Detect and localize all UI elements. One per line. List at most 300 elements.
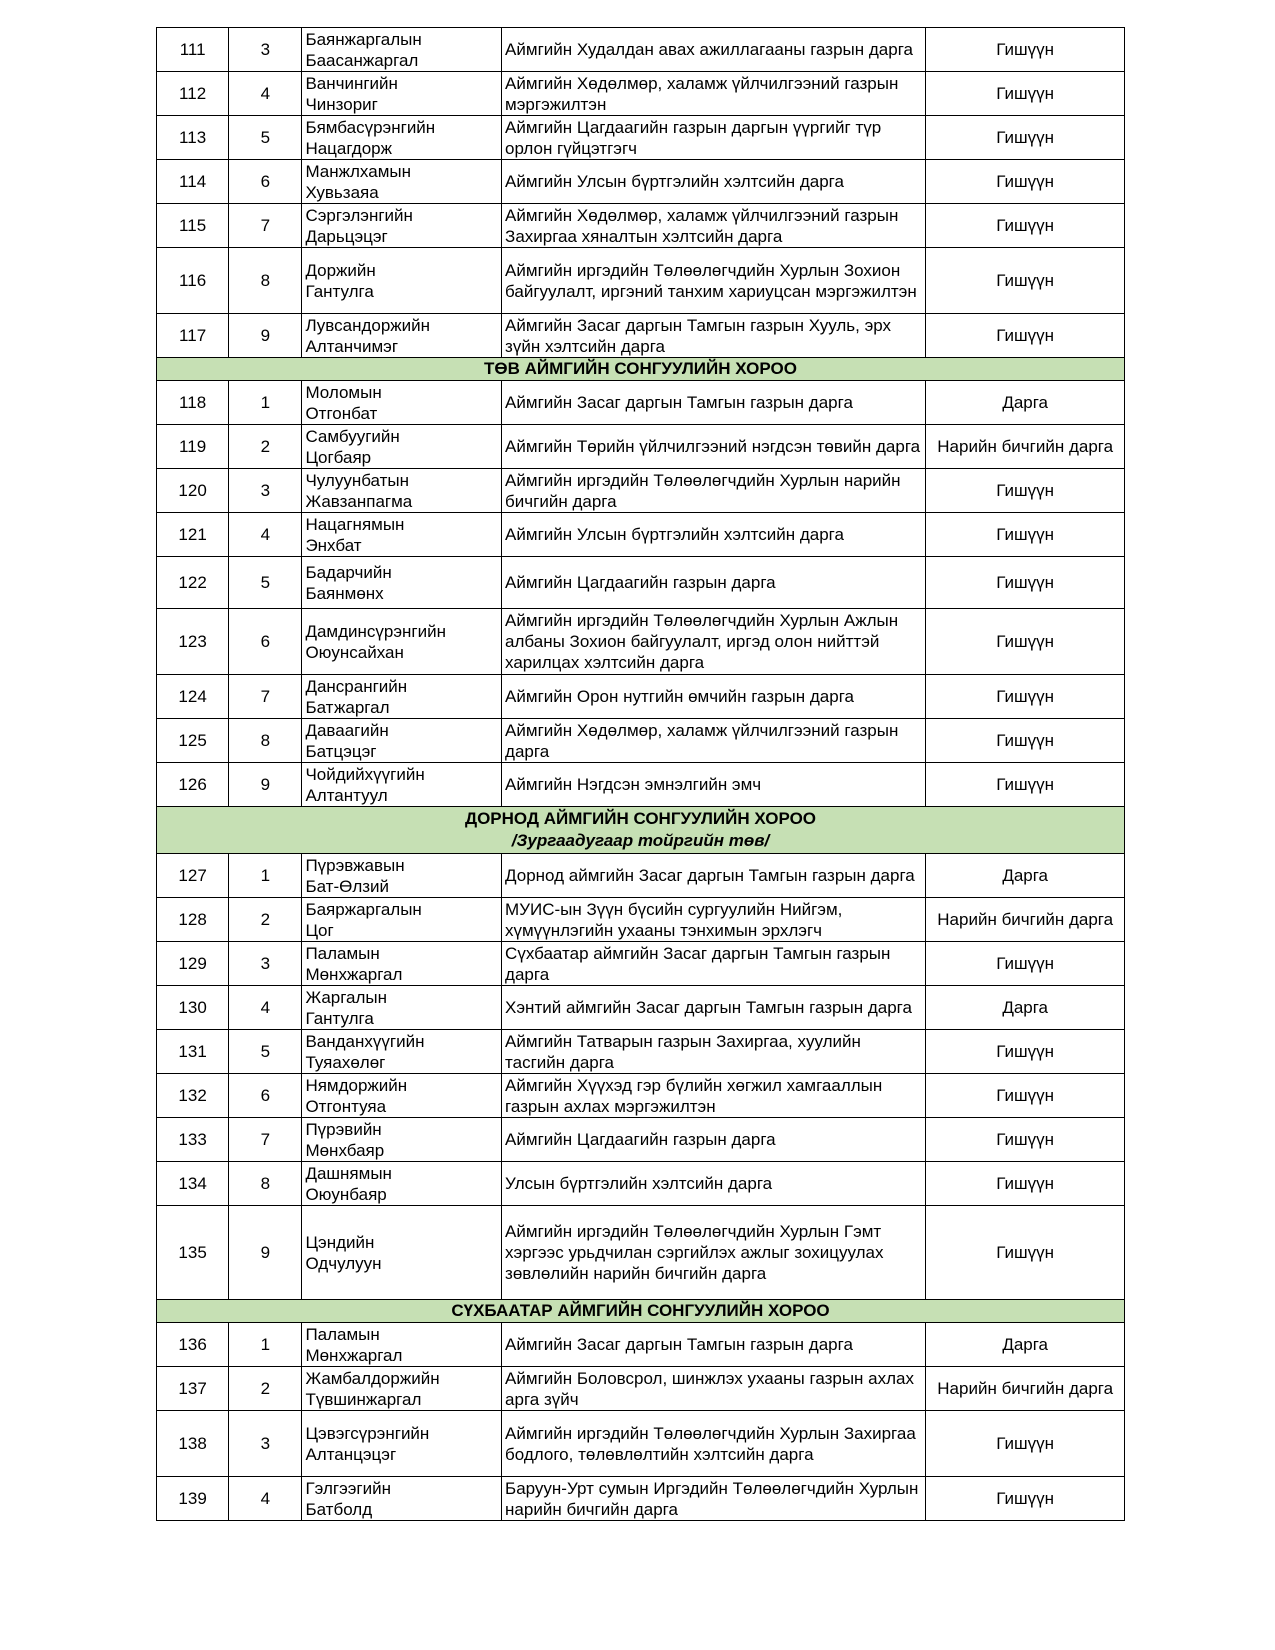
sub-number-text: 1 bbox=[260, 393, 271, 412]
row-number-text: 113 bbox=[179, 128, 207, 147]
position-text: Аймгийн иргэдийн Төлөөлөгчдийн Хурлын нарийн бичгийн дарга bbox=[505, 470, 901, 511]
position-text: Аймгийн Хөдөлмөр, халамж үйлчилгээний газрын дарга bbox=[505, 720, 899, 761]
given-name: Отгонтуяа bbox=[305, 1096, 387, 1116]
committee-role bbox=[926, 28, 1125, 72]
patronymic: Лувсандоржийн bbox=[305, 315, 431, 335]
row-number-text: 138 bbox=[178, 1434, 207, 1453]
member-name bbox=[302, 763, 502, 807]
patronymic: Пүрэвжавын bbox=[305, 855, 405, 875]
member-name bbox=[302, 854, 502, 898]
row-number bbox=[157, 425, 229, 469]
section-title: ДОРНОД АЙМГИЙН СОНГУУЛИЙН ХОРОО bbox=[464, 809, 817, 828]
role-text: Гишүүн bbox=[996, 954, 1055, 973]
member-name bbox=[302, 248, 502, 314]
given-name: Жавзанпагма bbox=[305, 491, 413, 511]
section-header bbox=[157, 807, 1125, 854]
table-row bbox=[157, 28, 1125, 72]
sub-number bbox=[229, 1030, 302, 1074]
position-text: Аймгийн Засаг даргын Тамгын газрын дарга bbox=[505, 1335, 853, 1354]
committee-role bbox=[926, 469, 1125, 513]
role-text: Гишүүн bbox=[996, 632, 1055, 651]
table-row bbox=[157, 898, 1125, 942]
member-name bbox=[302, 609, 502, 675]
sub-number bbox=[229, 1206, 302, 1300]
patronymic: Ванчингийн bbox=[305, 73, 398, 93]
given-name: Бат-Өлзий bbox=[305, 876, 390, 896]
patronymic: Жаргалын bbox=[305, 987, 388, 1007]
member-name bbox=[302, 1411, 502, 1477]
position-text: Аймгийн иргэдийн Төлөөлөгчдийн Хурлын Зохион байгуулалт, иргэний танхим хариуцсан мэргэжилтэн bbox=[505, 260, 917, 301]
sub-number-text: 4 bbox=[260, 525, 271, 544]
sub-number-text: 5 bbox=[260, 1042, 271, 1061]
section-title: СҮХБААТАР АЙМГИЙН СОНГУУЛИЙН ХОРОО bbox=[451, 1301, 830, 1320]
table-row bbox=[157, 557, 1125, 609]
row-number bbox=[157, 609, 229, 675]
patronymic: Паламын bbox=[305, 943, 380, 963]
patronymic: Дамдинсүрэнгийн bbox=[305, 621, 446, 641]
row-number bbox=[157, 986, 229, 1030]
sub-number-text: 3 bbox=[260, 954, 271, 973]
row-number-text: 136 bbox=[178, 1335, 207, 1354]
sub-number bbox=[229, 1477, 302, 1521]
row-number bbox=[157, 1411, 229, 1477]
given-name: Баянмөнх bbox=[305, 583, 384, 603]
role-text: Гишүүн bbox=[996, 1086, 1055, 1105]
patronymic: Нацагнямын bbox=[305, 514, 405, 534]
committee-role bbox=[926, 854, 1125, 898]
row-number-text: 112 bbox=[179, 84, 207, 103]
role-text: Гишүүн bbox=[996, 326, 1055, 345]
table-row bbox=[157, 513, 1125, 557]
committee-role bbox=[926, 609, 1125, 675]
member-name bbox=[302, 557, 502, 609]
row-number-text: 139 bbox=[178, 1489, 207, 1508]
position-text: Аймгийн Засаг даргын Тамгын газрын Хууль, эрх зүйн хэлтсийн дарга bbox=[505, 315, 892, 356]
table-row bbox=[157, 381, 1125, 425]
position-text: Аймгийн Төрийн үйлчилгээний нэгдсэн төвийн дарга bbox=[505, 437, 921, 456]
member-name bbox=[302, 942, 502, 986]
position-text: Аймгийн Хөдөлмөр, халамж үйлчилгээний газрын Захиргаа хяналтын хэлтсийн дарга bbox=[505, 205, 899, 246]
committee-role bbox=[926, 763, 1125, 807]
given-name: Цог bbox=[305, 920, 334, 940]
member-name bbox=[302, 425, 502, 469]
member-name bbox=[302, 1477, 502, 1521]
sub-number bbox=[229, 1367, 302, 1411]
section-subtitle: /Зургаадугаар тойргийн төв/ bbox=[511, 831, 770, 850]
position-text: Аймгийн Хөдөлмөр, халамж үйлчилгээний газрын мэргэжилтэн bbox=[505, 73, 899, 114]
row-number bbox=[157, 898, 229, 942]
patronymic: Цэндийн bbox=[305, 1232, 375, 1252]
row-number-text: 119 bbox=[179, 437, 207, 456]
sub-number-text: 4 bbox=[260, 84, 271, 103]
member-name bbox=[302, 1162, 502, 1206]
section-header-row bbox=[157, 807, 1125, 854]
row-number bbox=[157, 942, 229, 986]
position-text: Аймгийн Хүүхэд гэр бүлийн хөгжил хамгааллын газрын ахлах мэргэжилтэн bbox=[505, 1075, 883, 1116]
member-name bbox=[302, 513, 502, 557]
member-name bbox=[302, 381, 502, 425]
committee-role bbox=[926, 314, 1125, 358]
sub-number bbox=[229, 469, 302, 513]
position-text: Аймгийн Улсын бүртгэлийн хэлтсийн дарга bbox=[505, 525, 844, 544]
role-text: Гишүүн bbox=[996, 1042, 1055, 1061]
position-text: Аймгийн Засаг даргын Тамгын газрын дарга bbox=[505, 393, 853, 412]
given-name: Баасанжаргал bbox=[305, 50, 419, 70]
member-name bbox=[302, 160, 502, 204]
committee-role bbox=[926, 116, 1125, 160]
committee-role bbox=[926, 1030, 1125, 1074]
member-position bbox=[502, 381, 926, 425]
committee-role bbox=[926, 1411, 1125, 1477]
row-number bbox=[157, 1323, 229, 1367]
row-number bbox=[157, 557, 229, 609]
position-text: Баруун-Урт сумын Иргэдийн Төлөөлөгчдийн Хурлын нарийн бичгийн дарга bbox=[505, 1478, 919, 1519]
role-text: Гишүүн bbox=[996, 525, 1055, 544]
member-position bbox=[502, 204, 926, 248]
row-number bbox=[157, 381, 229, 425]
committee-role bbox=[926, 1162, 1125, 1206]
patronymic: Моломын bbox=[305, 382, 382, 402]
row-number bbox=[157, 469, 229, 513]
position-text: Улсын бүртгэлийн хэлтсийн дарга bbox=[505, 1174, 773, 1193]
sub-number bbox=[229, 381, 302, 425]
committee-role bbox=[926, 719, 1125, 763]
table-row bbox=[157, 719, 1125, 763]
patronymic: Чулуунбатын bbox=[305, 470, 410, 490]
position-text: Аймгийн Цагдаагийн газрын даргын үүргийг түр орлон гүйцэтгэгч bbox=[505, 117, 882, 158]
committee-role bbox=[926, 675, 1125, 719]
table-row bbox=[157, 314, 1125, 358]
sub-number bbox=[229, 1074, 302, 1118]
row-number-text: 123 bbox=[178, 632, 207, 651]
row-number bbox=[157, 116, 229, 160]
sub-number bbox=[229, 1118, 302, 1162]
committee-role bbox=[926, 425, 1125, 469]
position-text: Аймгийн иргэдийн Төлөөлөгчдийн Хурлын Гэмт хэргээс урьдчилан сэргийлэх ажлыг зохицуулах зөвлөлийн нарийн бичгийн дарга bbox=[505, 1222, 884, 1283]
given-name: Цогбаяр bbox=[305, 447, 372, 467]
position-text: Аймгийн Цагдаагийн газрын дарга bbox=[505, 573, 776, 592]
sub-number-text: 3 bbox=[260, 481, 271, 500]
position-text: Аймгийн Худалдан авах ажиллагааны газрын дарга bbox=[505, 40, 913, 59]
given-name: Алтанчимэг bbox=[305, 336, 399, 356]
given-name: Батжаргал bbox=[305, 697, 390, 717]
row-number-text: 134 bbox=[178, 1174, 207, 1193]
row-number-text: 121 bbox=[178, 525, 207, 544]
row-number bbox=[157, 719, 229, 763]
sub-number bbox=[229, 719, 302, 763]
position-text: Сүхбаатар аймгийн Засаг даргын Тамгын газрын дарга bbox=[505, 943, 891, 984]
row-number-text: 117 bbox=[179, 326, 207, 345]
table-row bbox=[157, 1411, 1125, 1477]
member-position bbox=[502, 425, 926, 469]
patronymic: Даваагийн bbox=[305, 720, 389, 740]
table-row bbox=[157, 1206, 1125, 1300]
member-position bbox=[502, 763, 926, 807]
sub-number bbox=[229, 1323, 302, 1367]
member-name bbox=[302, 1367, 502, 1411]
patronymic: Жамбалдоржийн bbox=[305, 1368, 440, 1388]
section-header-row bbox=[157, 1300, 1125, 1323]
table-row bbox=[157, 1030, 1125, 1074]
section-header-row bbox=[157, 358, 1125, 381]
role-text: Гишүүн bbox=[996, 84, 1055, 103]
position-text: Хэнтий аймгийн Засаг даргын Тамгын газрын дарга bbox=[505, 998, 912, 1017]
table-row bbox=[157, 609, 1125, 675]
table-row bbox=[157, 425, 1125, 469]
committee-role bbox=[926, 248, 1125, 314]
sub-number bbox=[229, 72, 302, 116]
sub-number-text: 5 bbox=[260, 573, 271, 592]
given-name: Батболд bbox=[305, 1499, 373, 1519]
sub-number bbox=[229, 204, 302, 248]
row-number bbox=[157, 28, 229, 72]
position-text: Аймгийн Татварын газрын Захиргаа, хуулийн тасгийн дарга bbox=[505, 1031, 861, 1072]
row-number bbox=[157, 675, 229, 719]
sub-number bbox=[229, 1411, 302, 1477]
roster-body bbox=[157, 28, 1125, 1521]
sub-number bbox=[229, 854, 302, 898]
role-text: Гишүүн bbox=[996, 687, 1055, 706]
patronymic: Бадарчийн bbox=[305, 562, 392, 582]
table-row bbox=[157, 986, 1125, 1030]
section-header bbox=[157, 358, 1125, 381]
member-name bbox=[302, 1118, 502, 1162]
given-name: Энхбат bbox=[305, 535, 362, 555]
sub-number-text: 9 bbox=[260, 775, 271, 794]
row-number-text: 120 bbox=[178, 481, 207, 500]
row-number-text: 132 bbox=[178, 1086, 207, 1105]
row-number-text: 127 bbox=[178, 866, 207, 885]
table-row bbox=[157, 248, 1125, 314]
role-text: Гишүүн bbox=[996, 172, 1055, 191]
given-name: Батцэцэг bbox=[305, 741, 377, 761]
member-position bbox=[502, 28, 926, 72]
position-text: Аймгийн иргэдийн Төлөөлөгчдийн Хурлын Захиргаа бодлого, төлөвлөлтийн хэлтсийн дарга bbox=[505, 1423, 916, 1464]
sub-number-text: 1 bbox=[260, 1335, 271, 1354]
position-text: Аймгийн Нэгдсэн эмнэлгийн эмч bbox=[505, 775, 762, 794]
patronymic: Доржийн bbox=[305, 260, 376, 280]
given-name: Хувьзаяа bbox=[305, 182, 379, 202]
given-name: Одчулуун bbox=[305, 1253, 382, 1273]
committee-role bbox=[926, 381, 1125, 425]
given-name: Мөнхжаргал bbox=[305, 964, 403, 984]
row-number bbox=[157, 513, 229, 557]
patronymic: Самбуугийн bbox=[305, 426, 400, 446]
member-position bbox=[502, 854, 926, 898]
member-name bbox=[302, 1030, 502, 1074]
sub-number-text: 8 bbox=[260, 1174, 271, 1193]
given-name: Мөнхжаргал bbox=[305, 1345, 403, 1365]
sub-number bbox=[229, 557, 302, 609]
member-position bbox=[502, 1074, 926, 1118]
member-position bbox=[502, 1477, 926, 1521]
member-position bbox=[502, 314, 926, 358]
member-name bbox=[302, 986, 502, 1030]
table-row bbox=[157, 942, 1125, 986]
committee-role bbox=[926, 557, 1125, 609]
row-number-text: 124 bbox=[178, 687, 207, 706]
role-text: Гишүүн bbox=[996, 1489, 1055, 1508]
sub-number-text: 6 bbox=[260, 632, 271, 651]
sub-number-text: 5 bbox=[260, 128, 271, 147]
position-text: МУИС-ын Зүүн бүсийн сургуулийн Нийгэм, хүмүүнлэгийн ухааны тэнхимын эрхлэгч bbox=[505, 899, 843, 940]
patronymic: Паламын bbox=[305, 1324, 380, 1344]
sub-number bbox=[229, 160, 302, 204]
given-name: Оюунсайхан bbox=[305, 642, 404, 662]
patronymic: Дансрангийн bbox=[305, 676, 408, 696]
patronymic: Баяржаргалын bbox=[305, 899, 422, 919]
sub-number-text: 8 bbox=[260, 271, 271, 290]
table-row bbox=[157, 1162, 1125, 1206]
table-row bbox=[157, 1118, 1125, 1162]
role-text: Гишүүн bbox=[996, 775, 1055, 794]
sub-number-text: 6 bbox=[260, 172, 271, 191]
patronymic: Цэвэгсүрэнгийн bbox=[305, 1423, 430, 1443]
role-text: Дарга bbox=[1002, 866, 1049, 885]
table-row bbox=[157, 1074, 1125, 1118]
given-name: Отгонбат bbox=[305, 403, 378, 423]
patronymic: Пүрэвийн bbox=[305, 1119, 382, 1139]
row-number-text: 125 bbox=[178, 731, 207, 750]
table-row bbox=[157, 1367, 1125, 1411]
member-position bbox=[502, 986, 926, 1030]
row-number-text: 116 bbox=[179, 271, 207, 290]
sub-number-text: 9 bbox=[260, 326, 271, 345]
row-number-text: 135 bbox=[178, 1243, 207, 1262]
row-number bbox=[157, 72, 229, 116]
member-position bbox=[502, 675, 926, 719]
role-text: Гишүүн bbox=[996, 128, 1055, 147]
row-number-text: 129 bbox=[178, 954, 207, 973]
member-name bbox=[302, 72, 502, 116]
sub-number bbox=[229, 1162, 302, 1206]
member-name bbox=[302, 719, 502, 763]
member-position bbox=[502, 1118, 926, 1162]
role-text: Гишүүн bbox=[996, 731, 1055, 750]
given-name: Дарьцэцэг bbox=[305, 226, 388, 246]
sub-number-text: 1 bbox=[260, 866, 271, 885]
committee-role bbox=[926, 160, 1125, 204]
role-text: Дарга bbox=[1002, 998, 1049, 1017]
member-position bbox=[502, 1411, 926, 1477]
table-row bbox=[157, 854, 1125, 898]
given-name: Гантулга bbox=[305, 1008, 374, 1028]
member-name bbox=[302, 1206, 502, 1300]
committee-role bbox=[926, 942, 1125, 986]
row-number bbox=[157, 1367, 229, 1411]
row-number bbox=[157, 854, 229, 898]
member-position bbox=[502, 557, 926, 609]
member-position bbox=[502, 942, 926, 986]
committee-role bbox=[926, 204, 1125, 248]
row-number-text: 115 bbox=[179, 216, 207, 235]
table-row bbox=[157, 116, 1125, 160]
sub-number bbox=[229, 116, 302, 160]
row-number-text: 111 bbox=[179, 40, 206, 59]
sub-number bbox=[229, 425, 302, 469]
role-text: Дарга bbox=[1002, 393, 1049, 412]
section-header bbox=[157, 1300, 1125, 1323]
role-text: Гишүүн bbox=[996, 481, 1055, 500]
row-number bbox=[157, 1030, 229, 1074]
committee-role bbox=[926, 986, 1125, 1030]
row-number-text: 133 bbox=[178, 1130, 207, 1149]
row-number bbox=[157, 1206, 229, 1300]
table-row bbox=[157, 1323, 1125, 1367]
role-text: Нарийн бичгийн дарга bbox=[937, 910, 1114, 929]
position-text: Аймгийн Улсын бүртгэлийн хэлтсийн дарга bbox=[505, 172, 844, 191]
given-name: Туяахөлөг bbox=[305, 1052, 386, 1072]
row-number-text: 128 bbox=[178, 910, 207, 929]
committee-role bbox=[926, 72, 1125, 116]
member-position bbox=[502, 609, 926, 675]
row-number-text: 126 bbox=[178, 775, 207, 794]
committee-role bbox=[926, 1477, 1125, 1521]
role-text: Гишүүн bbox=[996, 271, 1055, 290]
committee-role bbox=[926, 1323, 1125, 1367]
table-row bbox=[157, 1477, 1125, 1521]
member-name bbox=[302, 314, 502, 358]
committee-role bbox=[926, 1118, 1125, 1162]
sub-number-text: 9 bbox=[260, 1243, 271, 1262]
given-name: Мөнхбаяр bbox=[305, 1140, 385, 1160]
given-name: Нацагдорж bbox=[305, 138, 392, 158]
role-text: Нарийн бичгийн дарга bbox=[937, 1379, 1114, 1398]
patronymic: Сэргэлэнгийн bbox=[305, 205, 413, 225]
member-position bbox=[502, 1323, 926, 1367]
committee-role bbox=[926, 898, 1125, 942]
row-number bbox=[157, 204, 229, 248]
patronymic: Гэлгээгийн bbox=[305, 1478, 391, 1498]
table-row bbox=[157, 204, 1125, 248]
member-name bbox=[302, 116, 502, 160]
committee-roster-table bbox=[156, 27, 1125, 1521]
sub-number bbox=[229, 28, 302, 72]
member-name bbox=[302, 28, 502, 72]
sub-number bbox=[229, 314, 302, 358]
member-position bbox=[502, 160, 926, 204]
sub-number-text: 2 bbox=[260, 1379, 271, 1398]
member-position bbox=[502, 248, 926, 314]
member-position bbox=[502, 116, 926, 160]
row-number-text: 137 bbox=[178, 1379, 207, 1398]
patronymic: Бямбасүрэнгийн bbox=[305, 117, 436, 137]
patronymic: Баянжаргалын bbox=[305, 29, 422, 49]
sub-number bbox=[229, 763, 302, 807]
position-text: Аймгийн Боловсрол, шинжлэх ухааны газрын ахлах арга зүйч bbox=[505, 1368, 914, 1409]
sub-number-text: 7 bbox=[260, 687, 271, 706]
given-name: Алтанцэцэг bbox=[305, 1444, 397, 1464]
sub-number-text: 3 bbox=[260, 40, 271, 59]
sub-number-text: 7 bbox=[260, 216, 271, 235]
role-text: Гишүүн bbox=[996, 1434, 1055, 1453]
role-text: Гишүүн bbox=[996, 1130, 1055, 1149]
row-number bbox=[157, 1074, 229, 1118]
position-text: Дорнод аймгийн Засаг даргын Тамгын газрын дарга bbox=[505, 866, 915, 885]
row-number-text: 130 bbox=[178, 998, 207, 1017]
member-position bbox=[502, 1030, 926, 1074]
role-text: Гишүүн bbox=[996, 573, 1055, 592]
patronymic: Дашнямын bbox=[305, 1163, 392, 1183]
sub-number bbox=[229, 248, 302, 314]
role-text: Гишүүн bbox=[996, 40, 1055, 59]
position-text: Аймгийн Цагдаагийн газрын дарга bbox=[505, 1130, 776, 1149]
table-row bbox=[157, 72, 1125, 116]
committee-role bbox=[926, 1206, 1125, 1300]
sub-number-text: 7 bbox=[260, 1130, 271, 1149]
role-text: Гишүүн bbox=[996, 1174, 1055, 1193]
table-row bbox=[157, 763, 1125, 807]
